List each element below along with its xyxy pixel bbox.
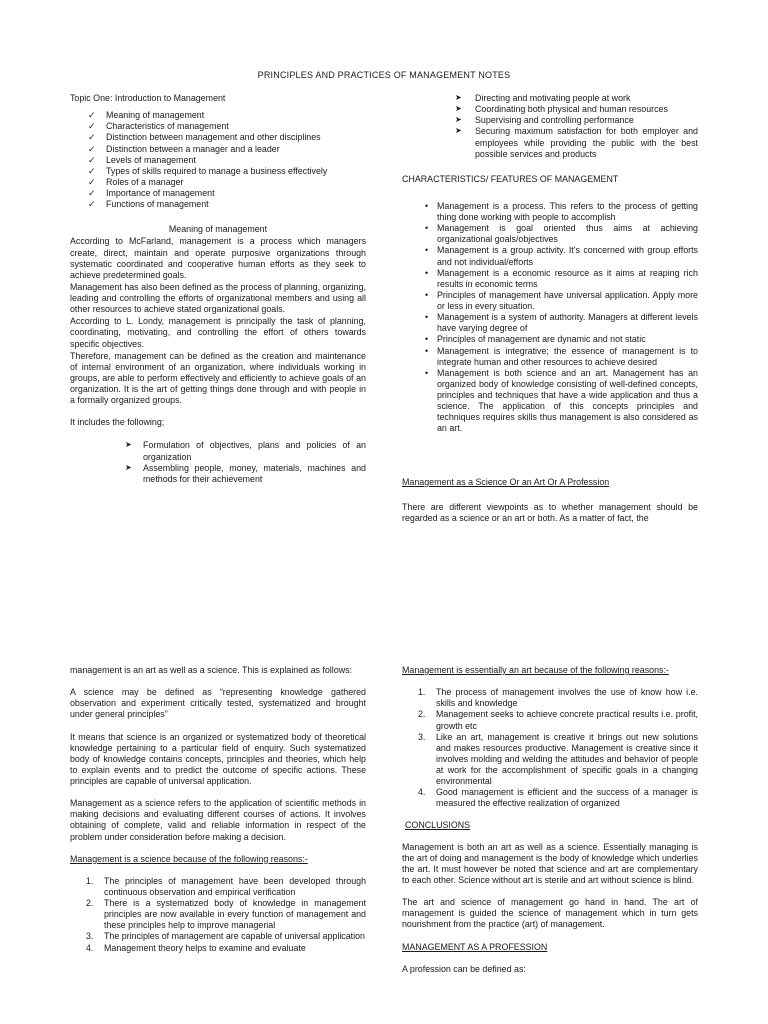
functions-list xyxy=(402,93,698,160)
paragraph: It means that science is an organized or systematized body of theoretical knowledge pertaining to a particular field of enquiry. Such systematized body of knowledge contains concepts, principles and theories, which help to explain events and to predict the outcome of specific actions. These principles are capable of universal application. xyxy=(70,731,366,786)
check-mark-icon: ✓ xyxy=(88,188,96,198)
science-art-section xyxy=(402,477,698,525)
paragraph: The art and science of management go hand in hand. The art of management is guided the science of management which in turn gets nourishment from the practice (art) of management. xyxy=(402,897,698,930)
list-item: 4. Management theory helps to examine and evaluate xyxy=(86,942,306,953)
list-item: 3. The principles of management are capable of universal application xyxy=(86,931,365,942)
list-item: • Management is both science and an art. Management has an organized body of knowledge consisting of well-defined concepts, principles and techniques that have a wide application and thus a science. The application of this concepts principles and techniques requires skills thus management is also considered as an art. xyxy=(425,367,698,434)
list-item: ✓ Importance of management xyxy=(88,188,215,198)
list-item: ✓ Levels of management xyxy=(88,154,196,165)
list-item: 3. Like an art, management is creative it brings out new solutions and makes resources productive. Management is creative since it involves molding and welding the attitudes and behavior of people at work for the accomplishment of specific goals in a changing environmental xyxy=(418,731,698,787)
check-mark-icon: ✓ xyxy=(88,110,96,121)
list-item: • Principles of management are dynamic and not static xyxy=(425,334,646,345)
page2-left-column xyxy=(70,665,366,954)
list-item: 2. There is a systematized body of knowledge in management principles are now available in every function of management and these principles help to improve managerial xyxy=(86,898,366,931)
list-item: ✓ Distinction between a manager and a leader xyxy=(88,143,280,154)
art-reasons-list xyxy=(402,687,698,809)
list-item: • Management is a group activity. It's concerned with group efforts and not individual/efforts xyxy=(425,245,698,267)
list-item: ➤ Coordinating both physical and human resources xyxy=(455,104,668,115)
includes-label: It includes the following; xyxy=(70,417,165,428)
list-item: • Management is a process. This refers to the process of getting thing done working with people to accomplish xyxy=(425,200,698,222)
list-item: ✓ Functions of management xyxy=(88,199,209,210)
list-item: 4. Good management is efficient and the success of a manager is measured the effective realization of organized xyxy=(418,787,698,809)
check-mark-icon: ✓ xyxy=(88,132,96,143)
paragraph: management is an art as well as a science. This is explained as follows: xyxy=(70,665,353,675)
meaning-paragraph: Therefore, management can be defined as the creation and maintenance of internal environment of an organization, where individuals working in groups, are able to perform effectively and efficiently to achieve goals of an organization. It is the art of getting things done through and with people in a formally organized groups. xyxy=(70,350,366,406)
meaning-paragraph: According to McFarland, management is a process which managers create, direct, maintain and operate purposive organizations through systematic coordinated and cooperative human efforts as they seek to achieve predetermined goals. xyxy=(70,236,366,280)
dot-bullet-icon: • xyxy=(425,267,429,278)
check-mark-icon: ✓ xyxy=(88,121,96,132)
topic-list xyxy=(70,110,366,210)
conclusions-heading: CONCLUSIONS xyxy=(405,819,471,830)
list-item: ✓ Distinction between management and other disciplines xyxy=(88,132,321,143)
meaning-paragraph: Management has also been defined as the process of planning, organizing, leading and controlling the efforts of organizational members and using all other resources to achieve stated organizational goals. xyxy=(70,281,366,315)
list-item: ➤ Supervising and controlling performance xyxy=(455,115,634,126)
check-mark-icon: ✓ xyxy=(88,143,96,154)
characteristics-heading: CHARACTERISTICS/ FEATURES OF MANAGEMENT xyxy=(402,173,619,184)
paragraph: A profession can be defined as: xyxy=(402,963,526,974)
list-item: ➤ Formulation of objectives, plans and policies of an organization xyxy=(125,440,366,462)
list-item: ✓ Types of skills required to manage a business effectively xyxy=(88,165,328,176)
list-item: 1. The principles of management have been developed through continuous observation and empirical verification xyxy=(86,875,366,897)
document-title: PRINCIPLES AND PRACTICES OF MANAGEMENT NOTES xyxy=(257,70,511,80)
list-item: ✓ Roles of a manager xyxy=(88,176,184,187)
arrow-bullet-icon: ➤ xyxy=(125,440,132,450)
arrow-bullet-icon: ➤ xyxy=(125,462,132,472)
science-reasons-list xyxy=(70,876,366,954)
arrow-bullet-icon: ➤ xyxy=(455,104,462,114)
arrow-bullet-icon: ➤ xyxy=(455,115,462,125)
profession-heading: MANAGEMENT AS A PROFESSION xyxy=(402,941,548,952)
dot-bullet-icon: • xyxy=(425,334,429,345)
check-mark-icon: ✓ xyxy=(88,199,96,210)
science-art-heading: Management as a Science Or an Art Or A Profession xyxy=(402,477,610,487)
list-item: ➤ Securing maximum satisfaction for both employer and employees while providing the public with the best possible services and products xyxy=(455,126,698,159)
art-reasons-heading: Management is essentially an art because of the following reasons:- xyxy=(402,665,669,675)
list-item: 1. The process of management involves the use of know how i.e. skills and knowledge xyxy=(418,687,698,709)
dot-bullet-icon: • xyxy=(425,345,429,356)
check-mark-icon: ✓ xyxy=(88,176,96,187)
paragraph: A science may be defined as “representing knowledge gathered observation and experiment critically tested, systematized and brought under general principles” xyxy=(70,687,366,720)
includes-list xyxy=(70,440,366,485)
characteristics-list xyxy=(402,201,698,435)
check-mark-icon: ✓ xyxy=(88,154,96,165)
list-item: • Management is goal oriented thus aims at achieving organizational goals/objectives xyxy=(425,223,698,245)
science-reasons-heading: Management is a science because of the following reasons:- xyxy=(70,853,308,864)
arrow-bullet-icon: ➤ xyxy=(455,93,462,102)
dot-bullet-icon: • xyxy=(425,312,429,323)
dot-bullet-icon: • xyxy=(425,367,429,378)
list-item: ✓ Meaning of management xyxy=(88,110,205,121)
meaning-heading: Meaning of management xyxy=(168,224,268,235)
paragraph: Management is both an art as well as a science. Essentially managing is the art of doing and management is the body of knowledge which underlies the art. It must however be noted that science and art are complementary to each other. Science without art is sterile and art without science is blind. xyxy=(402,841,698,885)
list-item: • Management is a economic resource as it aims at reaping rich results in economic terms xyxy=(425,267,698,289)
list-item: • Management is integrative; the essence of management is to integrate human and other resources to achieve desired xyxy=(425,345,698,367)
page2-right-column xyxy=(402,665,698,976)
meaning-paragraph: According to L. Londy, management is principally the task of planning, coordinating, motivating, and controlling the effort of others towards specific objectives. xyxy=(70,316,366,349)
dot-bullet-icon: • xyxy=(425,223,429,234)
list-item: ➤ Assembling people, money, materials, machines and methods for their achievement xyxy=(125,462,366,484)
list-item: 2. Management seeks to achieve concrete practical results i.e. profit, growth etc xyxy=(418,709,698,731)
check-mark-icon: ✓ xyxy=(88,165,96,176)
science-art-paragraph: There are different viewpoints as to whether management should be regarded as a science or an art or both. As a matter of fact, the xyxy=(402,502,698,524)
dot-bullet-icon: • xyxy=(425,245,429,256)
list-item: • Management is a system of authority. Managers at different levels have varying degree of xyxy=(425,312,698,334)
list-item: ➤ Directing and motivating people at work xyxy=(455,93,631,103)
page1-left-column xyxy=(70,93,366,485)
list-item: ✓ Characteristics of management xyxy=(88,121,229,132)
dot-bullet-icon: • xyxy=(425,200,429,211)
page1-right-column xyxy=(402,93,698,435)
arrow-bullet-icon: ➤ xyxy=(455,126,462,136)
dot-bullet-icon: • xyxy=(425,289,429,300)
topic-heading: Topic One: Introduction to Management xyxy=(70,93,226,103)
paragraph: Management as a science refers to the application of scientific methods in making decisions and evaluating different courses of actions. It involves obtaining of complete, valid and reliable information in respect of the problem under consideration before making a decision. xyxy=(70,798,366,842)
list-item: • Principles of management have universal application. Apply more or less in every situation. xyxy=(425,289,698,311)
